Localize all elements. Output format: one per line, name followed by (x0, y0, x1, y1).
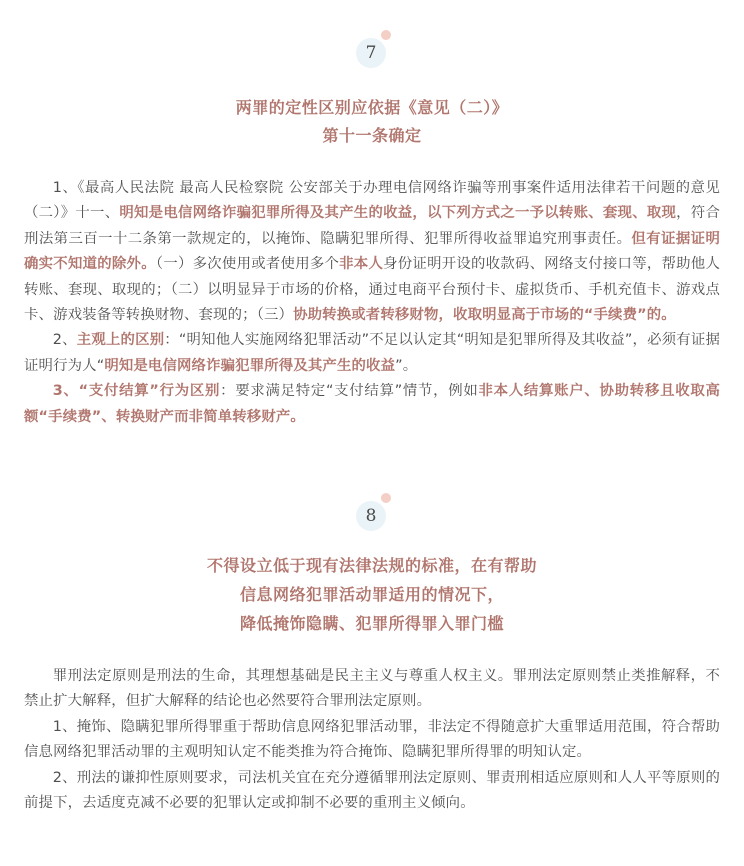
heading-line: 信息网络犯罪活动罪适用的情况下， (239, 585, 504, 604)
section-number: 7 (356, 38, 386, 68)
paragraph (24, 328, 720, 379)
paragraph (24, 176, 720, 328)
heading-line: 两罪的定性区别应依据《意见（二）》 (235, 98, 509, 117)
paragraph: 2、刑法的谦抑性原则要求，司法机关宜在充分遵循罪刑法定原则、罪责刑相适应原则和人人平等原则的前提下，去适度克减不必要的犯罪认定或抑制不必要的重刑主义倾向。 (24, 769, 720, 812)
highlight-text: 明知是电信网络诈骗犯罪所得及其产生的收益，以下列方式之一予以转账、套现、取现 (119, 205, 677, 222)
section-heading (0, 551, 744, 638)
section-number: 8 (356, 501, 386, 531)
section-body (0, 176, 744, 430)
highlight-text: 非本人 (339, 256, 384, 273)
section-heading (0, 94, 744, 150)
highlight-text: 3、“支付结算”行为区别 (52, 383, 221, 400)
text-run: 1、《最高人民法院 最高人民检察院 公安部关于办理电信网络诈骗等刑事案件适用法律若干问题的意见（二）》十一、 (24, 180, 720, 222)
heading-line: 降低掩饰隐瞒、犯罪所得罪入罪门槛 (239, 614, 504, 633)
text-run: ”。 (395, 357, 418, 374)
section-number-badge (0, 493, 744, 545)
section-8 (0, 493, 744, 816)
decorative-dot (381, 30, 391, 40)
text-run: （一）多次使用或者使用多个 (155, 256, 340, 273)
section-7 (0, 30, 744, 430)
highlight-text: 协助转换或者转移财物，收取明显高于市场的“手续费”的。 (293, 307, 676, 324)
paragraph: 1、掩饰、隐瞒犯罪所得罪重于帮助信息网络犯罪活动罪，非法定不得随意扩大重罪适用范围，符合帮助信息网络犯罪活动罪的主观明知认定不能类推为符合掩饰、隐瞒犯罪所得罪的明知认定。 (24, 718, 720, 761)
text-run: ：要求满足特定“支付结算”情节，例如 (220, 383, 479, 400)
highlight-text: 明知是电信网络诈骗犯罪所得及其产生的收益 (104, 357, 396, 374)
text-run: 身份证明开设的收款码、网络支付接口等，帮助他人转账、套现、取现的；（二）以明显异于市场的价格，通过电商平台预付卡、虚拟货币、手机充值卡、游戏点卡、游戏装备等转换财物、套现的；（三） (24, 256, 721, 324)
highlight-text: 但有证据证明确实不知道的除外。 (24, 230, 721, 273)
text-run: 2、 (52, 332, 77, 349)
highlight-text: 非本人结算账户、协助转移且收取高额“手续费”、转换财产而非简单转移财产。 (24, 383, 720, 425)
heading-line: 第十一条确定 (322, 126, 422, 145)
text-run: ：“明知他人实施网络犯罪活动”不足以认定其“明知是犯罪所得及其收益”，必须有证据证明行为人“ (24, 332, 720, 374)
text-run: ，符合刑法第三百一十二条第一款规定的，以掩饰、隐瞒犯罪所得、犯罪所得收益罪追究刑事责任。 (24, 205, 721, 247)
paragraph: 罪刑法定原则是刑法的生命，其理想基础是民主主义与尊重人权主义。罪刑法定原则禁止类推解释，不禁止扩大解释，但扩大解释的结论也必然要符合罪刑法定原则。 (24, 668, 720, 710)
highlight-text: 主观上的区别 (76, 332, 165, 349)
section-body (0, 664, 744, 816)
decorative-dot (381, 493, 391, 503)
section-number-badge (0, 30, 744, 82)
paragraph (24, 379, 720, 430)
heading-line: 不得设立低于现有法律法规的标准，在有帮助 (206, 556, 537, 575)
